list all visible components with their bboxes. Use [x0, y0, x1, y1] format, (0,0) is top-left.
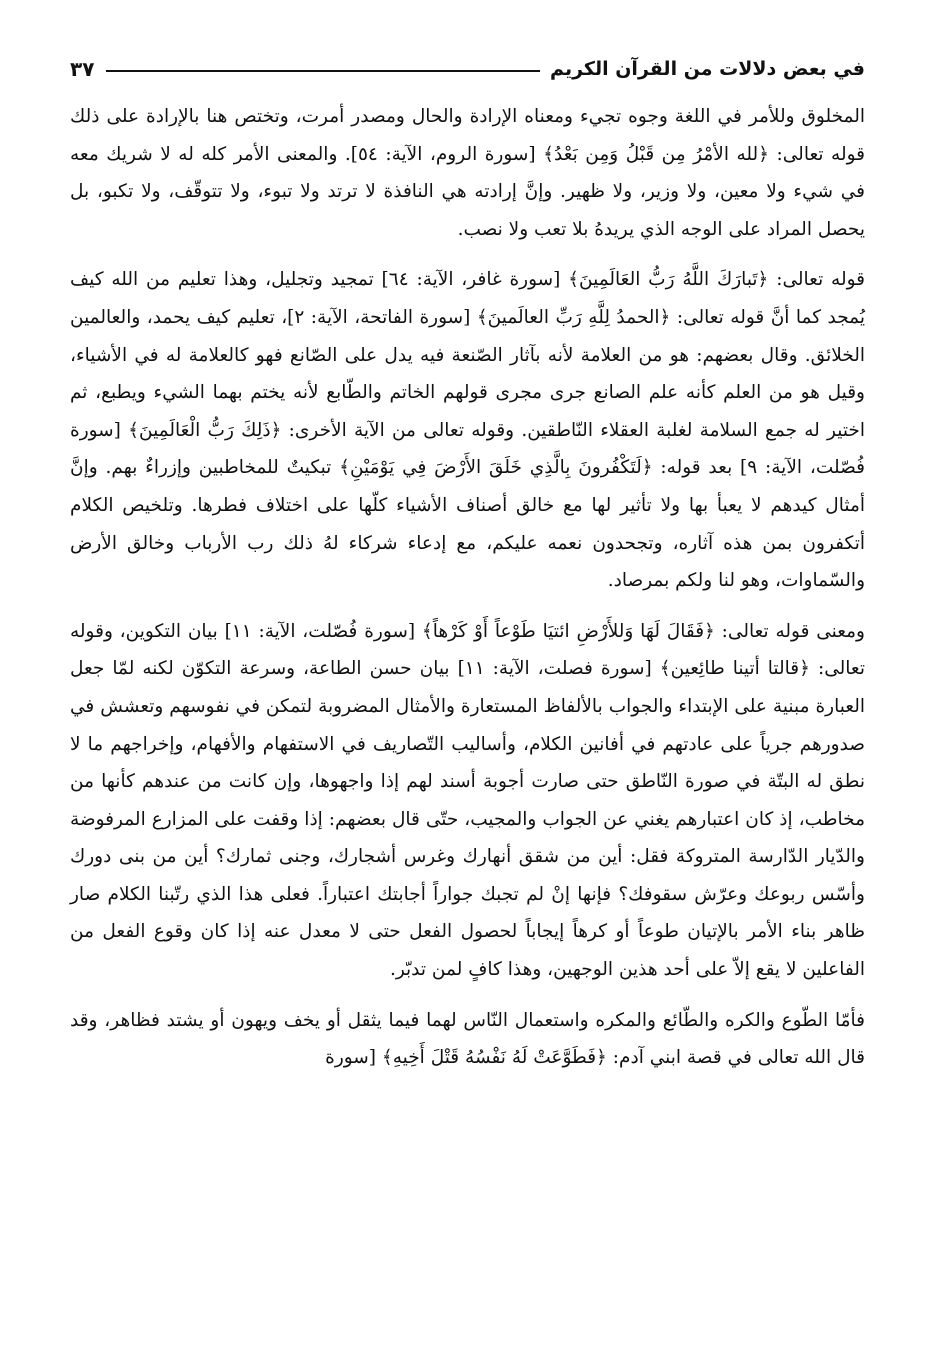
running-header [70, 52, 865, 86]
body-text [70, 98, 865, 1077]
paragraph-4: فأمّا الطّوع والكره والطّائع والمكره واستعمال النّاس لهما فيما يثقل أو يخف ويهون أو يشتد فظاهر، وقد قال الله تعالى في قصة ابني آدم: ﴿فَطَوَّعَتْ لَهُ نَفْسُهُ قَتْلَ أَخِيهِ﴾ [سورة [70, 1009, 865, 1069]
paragraph-1: المخلوق وللأمر في اللغة وجوه تجيء ومعناه الإرادة والحال ومصدر أمرت، وتختص هنا بالإرادة على ذلك قوله تعالى: ﴿لله الأمْرُ مِن قَبْلُ وَمِن بَعْدُ﴾ [سورة الروم، الآية: ٥٤]. والمعنى الأمر كله له لا شريك معه في شيء ولا معين، ولا وزير، ولا ظهير. وإنَّ إرادته هي النافذة لا ترتد ولا تبوء، ولا تتوقّف، ولا تكبو، بل يحصل المراد على الوجه الذي يريدهُ بلا تعب ولا نصب. [70, 106, 865, 240]
page-number: ٣٧ [70, 57, 95, 81]
header-rule [106, 70, 540, 72]
paragraph-2: قوله تعالى: ﴿تَبارَكَ اللَّهُ رَبُّ العَالَمِينَ﴾ [سورة غافر، الآية: ٦٤] تمجيد وتجليل، وهذا تعليم من الله كيف يُمجد كما أنَّ قوله تعالى: ﴿الحمدُ لِلَّهِ رَبِّ العالَمينَ﴾ [سورة الفاتحة، الآية: ٢]، تعليم كيف يحمد، والعالمين الخلائق. وقال بعضهم: هو من العلامة لأنه بآثار الصّنعة فيه يدل على الصّانع فهو كالعلامة له في الأشياء، وقيل هو من العلم كأنه علم الصانع جرى مجرى قولهم الخاتم والطّابع لأنه يختم بهما الشيء ويطبع، ثم اختير له جمع السلامة لغلبة العقلاء النّاطقين. وقوله تعالى من الآية الأخرى: ﴿ذَلِكَ رَبُّ الْعَالَمِينَ﴾ [سورة فُصّلت، الآية: ٩] بعد قوله: ﴿لَتَكْفُرونَ بِالَّذِي خَلَقَ الأَرْضَ فِي يَوْمَيْنِ﴾ تبكيتٌ للمخاطبين وإزراءٌ بهم. وإنَّ أمثال كيدهم لا يعبأ بها ولا تأثير لها مع خالق أصناف الأشياء كلّها على اختلاف فطرها. وتلخيص الكلام أتكفرون بمن هذه آثاره، وتجحدون نعمه عليكم، مع إدعاء شركاء لهُ ذلك رب الأرباب وخالق الأرض والسّماوات، وهو لنا ولكم بمرصاد. [70, 269, 865, 592]
header-title: في بعض دلالات من القرآن الكريم [550, 58, 865, 80]
paragraph-3: ومعنى قوله تعالى: ﴿فَقَالَ لَهَا وَللأَرْضِ ائتيَا طَوْعاً أَوْ كَرْهاً﴾ [سورة فُصّلت، الآية: ١١] بيان التكوين، وقوله تعالى: ﴿قالتا أتينا طائِعين﴾ [سورة فصلت، الآية: ١١] بيان حسن الطاعة، وسرعة التكوّن لكنه لمّا جعل العبارة مبنية على الإبتداء والجواب بالألفاظ المستعارة والأمثال المضروبة لتمكن في نفوسهم وتعشش في صدورهم جرياً على عادتهم في أفانين الكلام، وأساليب التّصاريف في الاستفهام والأفهام، وإخراجهم ما لا نطق له البتّة في صورة النّاطق حتى صارت أجوبة أسند لهم إذا واجهوها، وإن كانت من عندهم كأنها من مخاطب، إذ كان اعتبارهم يغني عن الجواب والمجيب، حتّى قال بعضهم: إذا وقفت على المزارع المرفوضة والدّيار الدّارسة المتروكة فقل: أين من شقق أنهارك وغرس أشجارك، وجنى ثمارك؟ أين من بنى دورك وأسّس ربوعك وعرّش سقوفك؟ فإنها إنْ لم تجبك جواراً أجابتك اعتباراً. فعلى هذا الذي رتّبنا الكلام صار ظاهر بناء الأمر بالإتيان طوعاً أو كرهاً إيجاباً لحصول الفعل حتى لا معدل عنه إذا كان وقوع الفعل من الفاعلين لا يقع إلاّ على أحد هذين الوجهين، وهذا كافٍ لمن تدبّر. [70, 620, 865, 981]
